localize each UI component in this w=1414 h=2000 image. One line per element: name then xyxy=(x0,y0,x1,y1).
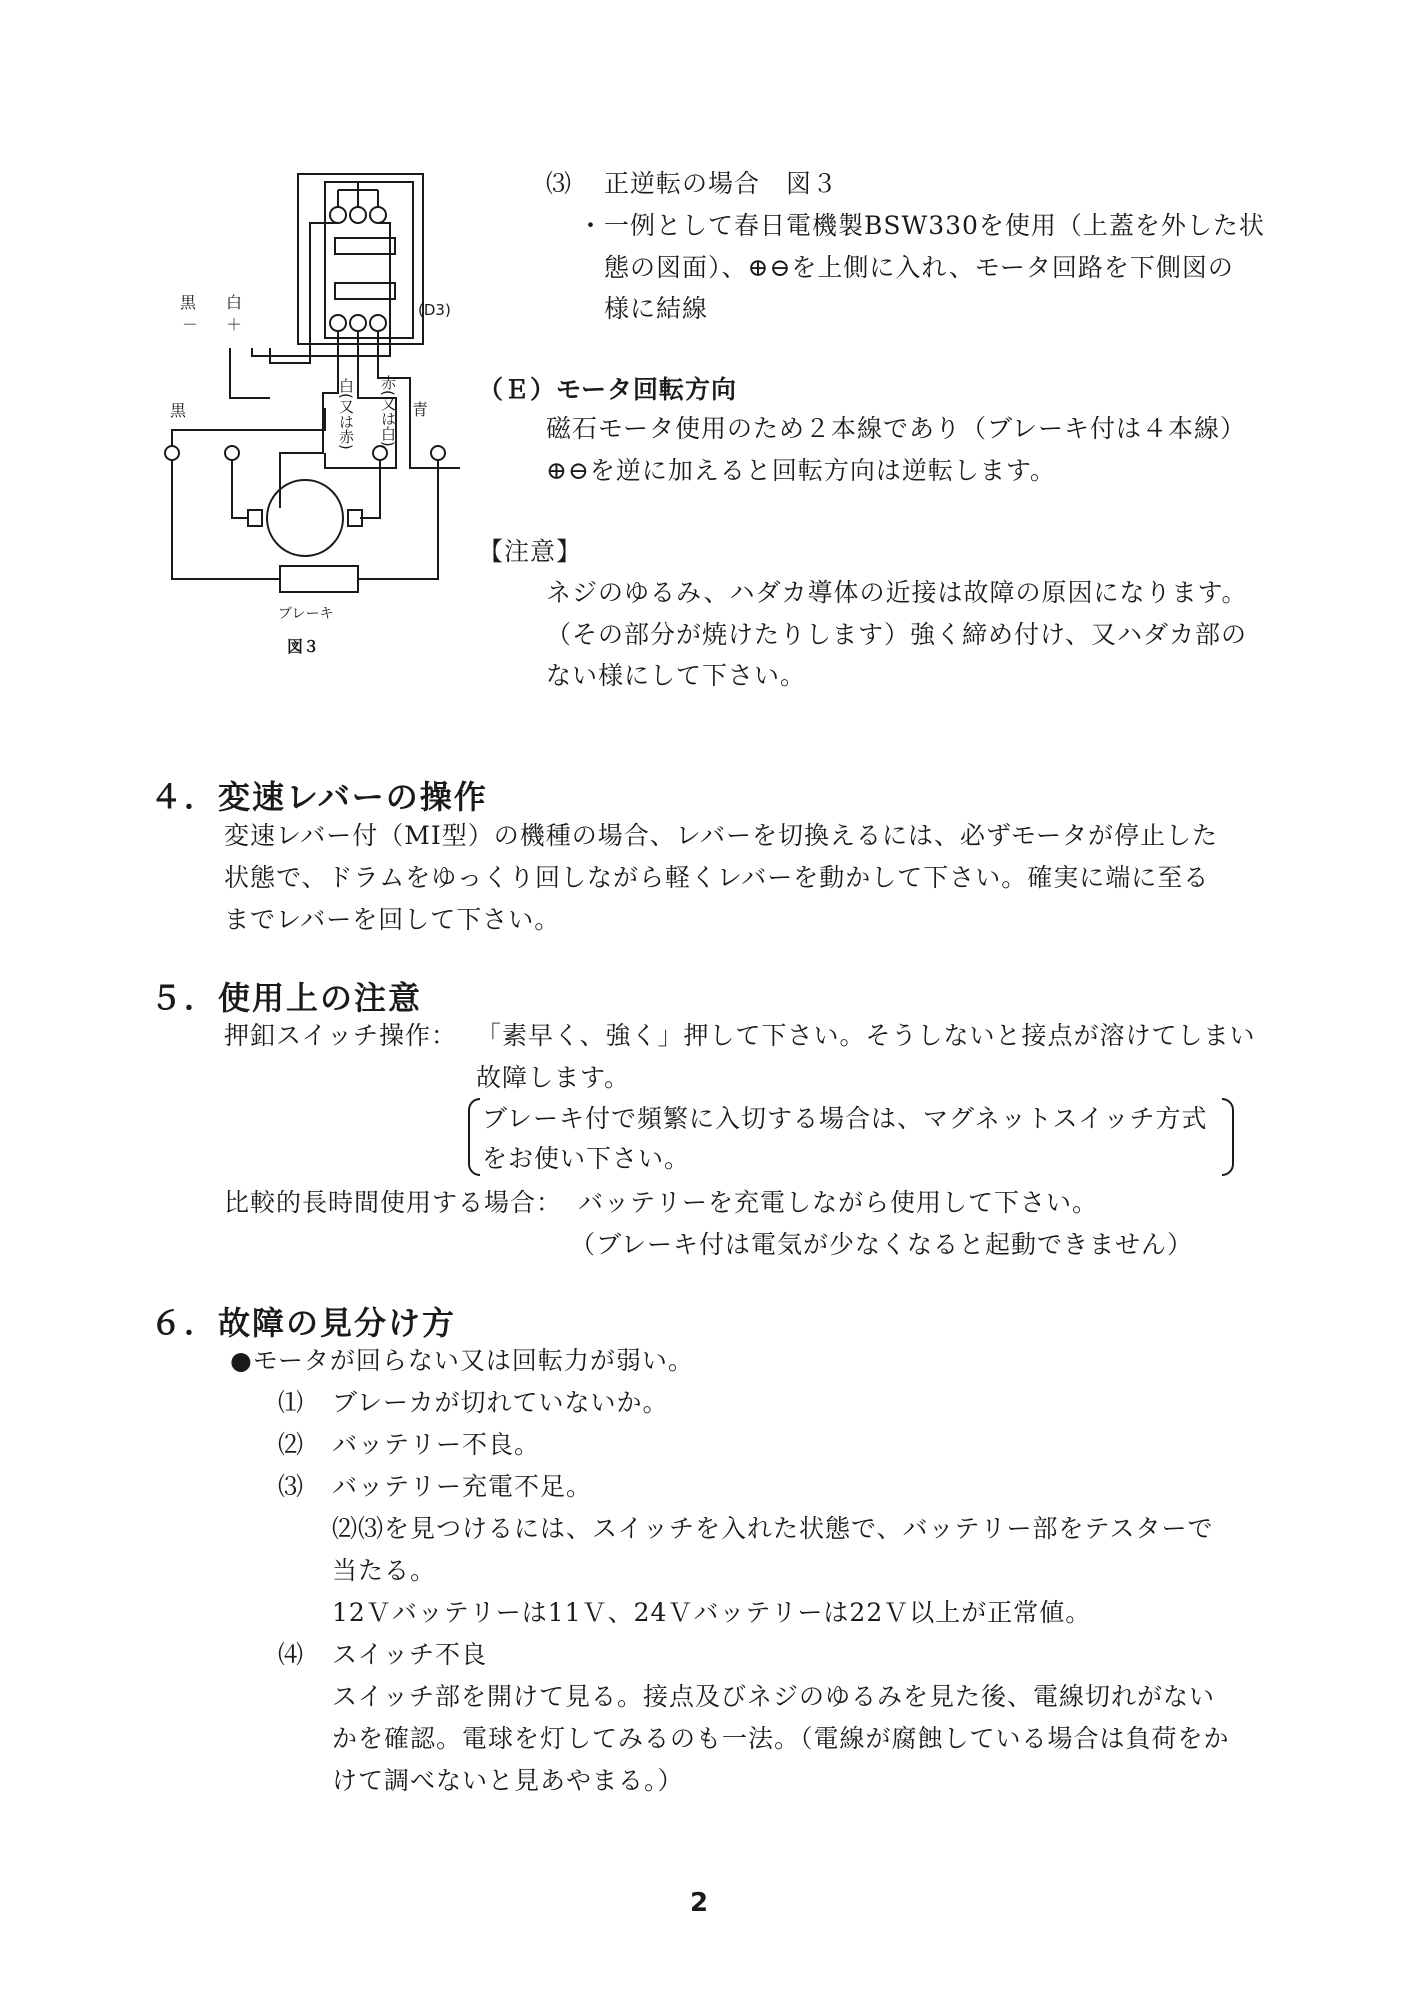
section6-item1-text: ブレーカが切れていないか。 xyxy=(332,1388,669,1417)
caution-line-1: ネジのゆるみ、ハダカ導体の近接は故障の原因になります。 xyxy=(546,578,1248,607)
left-bracket xyxy=(468,1098,480,1176)
section5-heading: ５．使用上の注意 xyxy=(150,979,423,1017)
caution-heading: 【注意】 xyxy=(478,537,583,566)
label-black-side: 黒 xyxy=(170,401,187,420)
label-brake: ブレーキ xyxy=(278,606,334,622)
section-e-line-1: 磁石モータ使用のため２本線であり（ブレーキ付は４本線） xyxy=(546,414,1247,443)
page-number: 2 xyxy=(690,1888,709,1918)
section6-item4-number: ⑷ xyxy=(278,1640,305,1669)
section6-item2-number: ⑵ xyxy=(278,1430,305,1459)
section6-item3-detail-3: 12Ｖバッテリーは11Ｖ、24Ｖバッテリーは22Ｖ以上が正常値。 xyxy=(332,1598,1092,1627)
section5-switch-line-1: 「素早く、強く」押して下さい。そうしないと接点が溶けてしまい xyxy=(476,1021,1256,1050)
section5-long-use-label: 比較的長時間使用する場合： xyxy=(224,1188,563,1217)
label-black-top: 黒 xyxy=(180,293,197,312)
label-minus: － xyxy=(182,315,199,334)
section-e-heading: （Ｅ）モータ回転方向 xyxy=(478,375,738,404)
section-e-line-2: ⊕⊖を逆に加えると回転方向は逆転します。 xyxy=(546,456,1056,485)
section3-line-1: ・一例として春日電機製BSW330を使用（上蓋を外した状 xyxy=(578,211,1265,240)
label-white-top: 白 xyxy=(226,293,243,312)
right-bracket xyxy=(1222,1098,1234,1176)
section6-item3-detail-2: 当たる。 xyxy=(332,1556,437,1585)
section3-line-2: 態の図面）、⊕⊖を上側に入れ、モータ回路を下側図の xyxy=(604,253,1234,282)
section3-item-number: ⑶ xyxy=(546,169,573,198)
label-white-or-red: 白(又は赤) xyxy=(337,378,355,450)
section6-item2-text: バッテリー不良。 xyxy=(332,1430,541,1459)
section4-heading: ４．変速レバーの操作 xyxy=(150,778,488,816)
section5-switch-line-2: 故障します。 xyxy=(476,1063,631,1092)
section6-item4-detail-1: スイッチ部を開けて見る。接点及びネジのゆるみを見た後、電線切れがない xyxy=(332,1682,1216,1711)
section4-line-2: 状態で、ドラムをゆっくり回しながら軽くレバーを動かして下さい。確実に端に至る xyxy=(224,863,1210,892)
caution-line-2: （その部分が焼けたりします）強く締め付け、又ハダカ部の xyxy=(546,620,1248,649)
section6-heading: ６．故障の見分け方 xyxy=(150,1304,457,1342)
section6-item3-detail-1: ⑵⑶を見つけるには、スイッチを入れた状態で、バッテリー部をテスターで xyxy=(332,1514,1214,1543)
section5-switch-label: 押釦スイッチ操作： xyxy=(224,1021,458,1050)
section5-bracket-line-1: ブレーキ付で頻繁に入切する場合は、マグネットスイッチ方式 xyxy=(482,1104,1208,1133)
section3-line-3: 様に結線 xyxy=(604,294,709,323)
section6-item4-text: スイッチ不良 xyxy=(332,1640,488,1669)
section6-item3-text: バッテリー充電不足。 xyxy=(332,1472,593,1501)
wiring-diagram xyxy=(160,168,460,668)
section3-title: 正逆転の場合 図３ xyxy=(604,169,839,198)
section6-item4-detail-2: かを確認。電球を灯してみるのも一法。（電線が腐蝕している場合は負荷をか xyxy=(332,1724,1230,1753)
figure-caption: 図３ xyxy=(287,637,320,656)
label-plus: ＋ xyxy=(226,315,243,334)
label-d3: (D3) xyxy=(418,301,451,319)
section4-line-3: までレバーを回して下さい。 xyxy=(224,905,561,934)
section6-item1-number: ⑴ xyxy=(278,1388,305,1417)
section6-item3-number: ⑶ xyxy=(278,1472,305,1501)
section6-bullet: ●モータが回らない又は回転力が弱い。 xyxy=(230,1346,694,1375)
label-red-or-white: 赤(又は白) xyxy=(379,375,397,447)
section5-long-use-text: バッテリーを充電しながら使用して下さい。 xyxy=(578,1188,1099,1217)
section4-line-1: 変速レバー付（MI型）の機種の場合、レバーを切換えるには、必ずモータが停止した xyxy=(224,821,1218,850)
section5-bracket-line-2: をお使い下さい。 xyxy=(482,1144,691,1173)
caution-line-3: ない様にして下さい。 xyxy=(546,661,807,690)
label-blue: 青 xyxy=(412,400,429,419)
section6-item4-detail-3: けて調べないと見あやまる。） xyxy=(332,1766,684,1795)
section5-long-use-note: （ブレーキ付は電気が少なくなると起動できません） xyxy=(570,1230,1194,1259)
